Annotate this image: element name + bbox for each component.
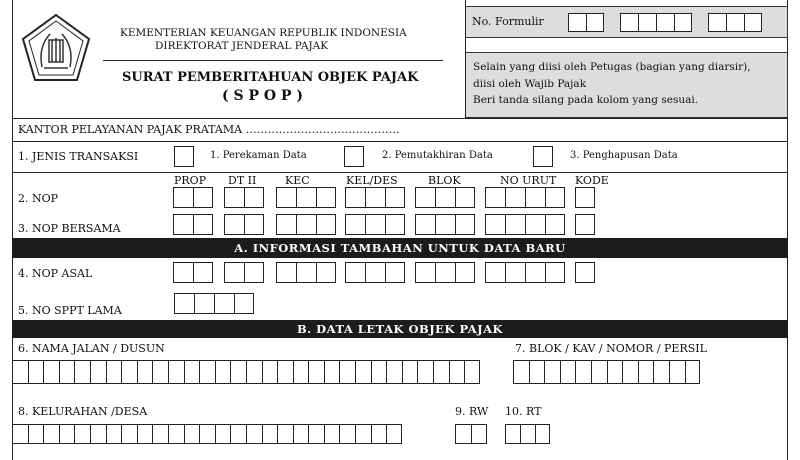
nop-segment[interactable] [345, 262, 405, 283]
char-box[interactable] [455, 424, 471, 444]
form-title: SURAT PEMBERITAHUAN OBJEK PAJAK [122, 70, 419, 85]
nop-segment[interactable] [345, 214, 405, 235]
char-box[interactable] [224, 187, 244, 208]
char-box[interactable] [485, 187, 505, 208]
char-box[interactable] [415, 262, 435, 283]
char-box[interactable] [415, 214, 435, 235]
divider [103, 60, 443, 61]
char-box[interactable] [638, 360, 654, 384]
form-abbr: ( S P O P ) [222, 88, 303, 104]
option-label: 1. Perekaman Data [210, 150, 307, 161]
char-box[interactable] [607, 360, 623, 384]
checkbox-perekaman[interactable] [174, 146, 194, 167]
char-box[interactable] [529, 360, 545, 384]
nop-segment[interactable] [485, 187, 565, 208]
column-header: KEC [285, 174, 310, 187]
char-box[interactable] [276, 262, 296, 283]
char-box[interactable] [152, 424, 168, 444]
char-box[interactable] [324, 424, 340, 444]
char-box[interactable] [545, 187, 565, 208]
char-box[interactable] [345, 214, 365, 235]
section-b-header: B. DATA LETAK OBJEK PAJAK [12, 320, 788, 338]
char-box[interactable] [415, 187, 435, 208]
char-box[interactable] [193, 214, 213, 235]
nop-segment[interactable] [173, 214, 213, 235]
char-box[interactable] [339, 424, 355, 444]
char-box[interactable] [485, 214, 505, 235]
char-box[interactable] [435, 262, 455, 283]
char-box[interactable] [184, 360, 200, 384]
char-box[interactable] [435, 187, 455, 208]
char-box[interactable] [464, 360, 480, 384]
nop-segment[interactable] [276, 187, 336, 208]
nop-segment[interactable] [415, 214, 475, 235]
blok-boxes[interactable] [513, 360, 700, 384]
char-box[interactable] [244, 262, 264, 283]
char-box[interactable] [28, 424, 44, 444]
char-box[interactable] [560, 360, 576, 384]
char-box[interactable] [137, 360, 153, 384]
char-box[interactable] [471, 424, 487, 444]
char-box[interactable] [293, 424, 309, 444]
char-box[interactable] [449, 360, 465, 384]
char-box[interactable] [316, 187, 336, 208]
nop-segment[interactable] [224, 214, 264, 235]
nop-segment[interactable] [224, 262, 264, 283]
char-box[interactable] [296, 214, 316, 235]
char-box[interactable] [544, 360, 560, 384]
char-box[interactable] [316, 214, 336, 235]
char-box[interactable] [106, 424, 122, 444]
char-box[interactable] [184, 424, 200, 444]
nop-segment[interactable] [415, 187, 475, 208]
column-header: PROP [174, 174, 207, 187]
char-box[interactable] [455, 262, 475, 283]
option-label: 3. Penghapusan Data [570, 150, 678, 161]
char-box[interactable] [355, 424, 371, 444]
nop-segment[interactable] [485, 262, 565, 283]
nop-segment[interactable] [575, 214, 595, 235]
nama-jalan-label: 6. NAMA JALAN / DUSUN [18, 342, 165, 355]
char-box[interactable] [355, 360, 371, 384]
char-box[interactable] [28, 360, 44, 384]
char-box[interactable] [244, 214, 264, 235]
char-box[interactable] [417, 360, 433, 384]
char-box[interactable] [173, 187, 193, 208]
char-box[interactable] [575, 262, 595, 283]
char-box[interactable] [433, 360, 449, 384]
char-box[interactable] [525, 262, 545, 283]
char-box[interactable] [371, 360, 387, 384]
char-box[interactable] [402, 360, 418, 384]
nop-segment[interactable] [173, 262, 213, 283]
char-box[interactable] [455, 214, 475, 235]
char-box[interactable] [74, 424, 90, 444]
char-box[interactable] [262, 424, 278, 444]
char-box[interactable] [224, 262, 244, 283]
rt-label: 10. RT [505, 405, 542, 418]
char-box[interactable] [505, 424, 520, 444]
option-label: 2. Pemutakhiran Data [382, 150, 493, 161]
char-box[interactable] [194, 293, 214, 314]
transaksi-label: 1. JENIS TRANSAKSI [18, 150, 139, 163]
char-box[interactable] [674, 13, 692, 32]
ministry-logo-icon [20, 12, 92, 84]
char-box[interactable] [345, 187, 365, 208]
char-box[interactable] [385, 187, 405, 208]
char-box[interactable] [386, 424, 402, 444]
char-box[interactable] [591, 360, 607, 384]
char-box[interactable] [316, 262, 336, 283]
char-box[interactable] [365, 187, 385, 208]
char-box[interactable] [246, 424, 262, 444]
char-box[interactable] [234, 293, 254, 314]
char-box[interactable] [535, 424, 550, 444]
column-header: NO URUT [500, 174, 557, 187]
char-box[interactable] [296, 262, 316, 283]
form-number-boxes[interactable] [620, 13, 692, 32]
char-box[interactable] [277, 424, 293, 444]
char-box[interactable] [230, 424, 246, 444]
char-box[interactable] [276, 214, 296, 235]
char-box[interactable] [653, 360, 669, 384]
char-box[interactable] [74, 360, 90, 384]
nop-label: 2. NOP [18, 192, 59, 205]
char-box[interactable] [485, 262, 505, 283]
char-box[interactable] [137, 424, 153, 444]
divider [465, 0, 466, 118]
nop-segment[interactable] [575, 262, 595, 283]
char-box[interactable] [365, 262, 385, 283]
char-box[interactable] [230, 360, 246, 384]
char-box[interactable] [308, 424, 324, 444]
char-box[interactable] [12, 360, 28, 384]
char-box[interactable] [545, 262, 565, 283]
char-box[interactable] [575, 187, 595, 208]
char-box[interactable] [43, 360, 59, 384]
divider [12, 141, 788, 142]
char-box[interactable] [656, 13, 674, 32]
char-box[interactable] [513, 360, 529, 384]
char-box[interactable] [43, 424, 59, 444]
char-box[interactable] [215, 360, 231, 384]
char-box[interactable] [371, 424, 387, 444]
nop-segment[interactable] [224, 187, 264, 208]
char-box[interactable] [214, 293, 234, 314]
char-box[interactable] [106, 360, 122, 384]
ministry-name: KEMENTERIAN KEUANGAN REPUBLIK INDONESIA [120, 27, 407, 39]
char-box[interactable] [90, 360, 106, 384]
char-box[interactable] [199, 424, 215, 444]
char-box[interactable] [685, 360, 701, 384]
char-box[interactable] [385, 262, 405, 283]
char-box[interactable] [525, 187, 545, 208]
char-box[interactable] [59, 360, 75, 384]
char-box[interactable] [525, 214, 545, 235]
char-box[interactable] [277, 360, 293, 384]
char-box[interactable] [90, 424, 106, 444]
char-box[interactable] [708, 13, 726, 32]
char-box[interactable] [152, 360, 168, 384]
rw-label: 9. RW [455, 405, 489, 418]
char-box[interactable] [293, 360, 309, 384]
char-box[interactable] [345, 262, 365, 283]
char-box[interactable] [173, 214, 193, 235]
char-box[interactable] [59, 424, 75, 444]
form-number-boxes[interactable] [568, 13, 604, 32]
nop-segment[interactable] [276, 214, 336, 235]
char-box[interactable] [199, 360, 215, 384]
char-box[interactable] [308, 360, 324, 384]
char-box[interactable] [669, 360, 685, 384]
rw-boxes[interactable] [455, 424, 487, 444]
char-box[interactable] [505, 262, 525, 283]
nop-segment[interactable] [276, 262, 336, 283]
char-box[interactable] [435, 214, 455, 235]
divider [12, 172, 788, 173]
char-box[interactable] [505, 187, 525, 208]
instruction-line: Beri tanda silang pada kolom yang sesuai. [473, 94, 699, 106]
char-box[interactable] [193, 187, 213, 208]
nop-segment[interactable] [415, 262, 475, 283]
char-box[interactable] [296, 187, 316, 208]
char-box[interactable] [12, 424, 28, 444]
char-box[interactable] [520, 424, 535, 444]
char-box[interactable] [638, 13, 656, 32]
nop-asal-label: 4. NOP ASAL [18, 267, 93, 280]
form-number-boxes[interactable] [708, 13, 762, 32]
char-box[interactable] [568, 13, 586, 32]
nop-bersama-label: 3. NOP BERSAMA [18, 222, 121, 235]
char-box[interactable] [324, 360, 340, 384]
kantor-field[interactable]: KANTOR PELAYANAN PAJAK PRATAMA …………………………………… [18, 123, 400, 136]
column-header: KEL/DES [346, 174, 398, 187]
instruction-line: Selain yang diisi oleh Petugas (bagian yang diarsir), [473, 61, 751, 73]
char-box[interactable] [339, 360, 355, 384]
char-box[interactable] [726, 13, 744, 32]
char-box[interactable] [586, 13, 604, 32]
char-box[interactable] [193, 262, 213, 283]
char-box[interactable] [173, 262, 193, 283]
char-box[interactable] [276, 187, 296, 208]
form-number-label: No. Formulir [472, 15, 544, 28]
char-box[interactable] [262, 360, 278, 384]
instruction-line: diisi oleh Wajib Pajak [473, 78, 587, 90]
column-header: BLOK [428, 174, 461, 187]
nop-segment[interactable] [345, 187, 405, 208]
checkbox-pemutakhiran[interactable] [344, 146, 364, 167]
nop-segment[interactable] [173, 187, 213, 208]
nop-segment[interactable] [485, 214, 565, 235]
sppt-lama-boxes[interactable] [174, 293, 254, 314]
char-box[interactable] [168, 424, 184, 444]
char-box[interactable] [244, 187, 264, 208]
kelurahan-label: 8. KELURAHAN /DESA [18, 405, 148, 418]
char-box[interactable] [744, 13, 762, 32]
section-a-header: A. INFORMASI TAMBAHAN UNTUK DATA BARU [12, 238, 788, 258]
char-box[interactable] [386, 360, 402, 384]
directorate-name: DIREKTORAT JENDERAL PAJAK [155, 40, 329, 52]
blok-label: 7. BLOK / KAV / NOMOR / PERSIL [515, 342, 707, 355]
nop-segment[interactable] [575, 187, 595, 208]
sppt-lama-label: 5. NO SPPT LAMA [18, 304, 122, 317]
char-box[interactable] [575, 214, 595, 235]
kelurahan-boxes[interactable] [12, 424, 402, 444]
char-box[interactable] [620, 13, 638, 32]
char-box[interactable] [385, 214, 405, 235]
column-header: DT II [228, 174, 257, 187]
char-box[interactable] [575, 360, 591, 384]
char-box[interactable] [365, 214, 385, 235]
char-box[interactable] [174, 293, 194, 314]
char-box[interactable] [121, 424, 137, 444]
column-header: KODE [575, 174, 609, 187]
char-box[interactable] [455, 187, 475, 208]
checkbox-penghapusan[interactable] [533, 146, 553, 167]
char-box[interactable] [121, 360, 137, 384]
char-box[interactable] [168, 360, 184, 384]
char-box[interactable] [215, 424, 231, 444]
char-box[interactable] [622, 360, 638, 384]
char-box[interactable] [545, 214, 565, 235]
rt-boxes[interactable] [505, 424, 550, 444]
char-box[interactable] [224, 214, 244, 235]
divider [12, 118, 788, 119]
nama-jalan-boxes[interactable] [12, 360, 480, 384]
char-box[interactable] [505, 214, 525, 235]
char-box[interactable] [246, 360, 262, 384]
